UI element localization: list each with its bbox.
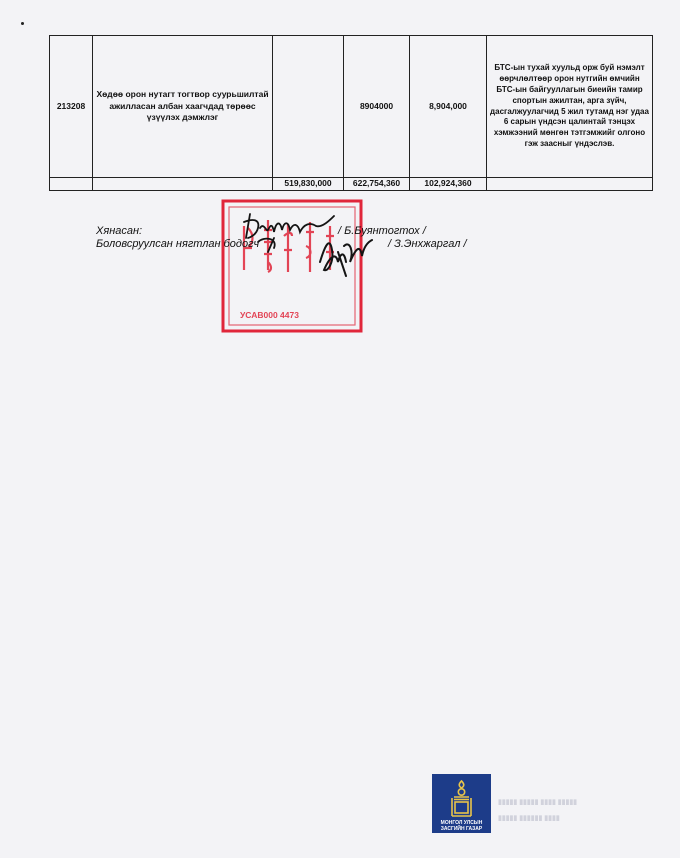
stamp-text: УСАВ000 4473 (240, 310, 299, 320)
total-col5: 102,924,360 (410, 178, 487, 191)
total-col2 (93, 178, 273, 191)
watermark-text: ▮▮▮▮▮ ▮▮▮▮▮ ▮▮▮▮ ▮▮▮▮▮ (498, 799, 578, 806)
totals-row (50, 178, 653, 191)
cell-name: Хөдөө орон нутагт тогтвор суурьшилтай ажилласан албан хаагчдад төрөөс үзүүлэх дэмжлэг (93, 36, 273, 178)
watermark-text-2: ▮▮▮▮▮ ▮▮▮▮▮▮ ▮▮▮▮ (498, 815, 560, 822)
budget-table (49, 35, 653, 191)
total-col4: 622,754,360 (344, 178, 410, 191)
reviewed-name: / Б.Буянтогтох / (338, 225, 426, 237)
table-row (50, 36, 653, 178)
reviewed-label: Хянасан: (96, 225, 143, 237)
government-logo (432, 774, 491, 833)
total-col1 (50, 178, 93, 191)
cell-note: БТС-ын тухай хуульд орж буй нэмэлт өөрчлөлтөөр орон нутгийн өмчийн БТС-ын байгууллагын биеийн тамир спортын ажилтан, арга зүйч, дасгалжуулагчид 5 жил тутамд нэг удаа 6 сарын үндсэн цалинтай тэнцэх хэмжээний мөнгөн тэтгэмжийг олгоно гэж заасныг үндэслэв. (487, 36, 653, 178)
total-col6 (487, 178, 653, 191)
soyombo-emblem-icon (432, 774, 491, 820)
cell-col5: 8,904,000 (410, 36, 487, 178)
cell-col3 (273, 36, 344, 178)
total-col3: 519,830,000 (273, 178, 344, 191)
cell-code: 213208 (50, 36, 93, 178)
prepared-name: / З.Энхжаргал / (388, 238, 467, 250)
logo-line-1: МОНГОЛ УЛСЫН (440, 820, 483, 826)
logo-line-2: ЗАСГИЙН ГАЗАР (440, 826, 483, 832)
cell-col4: 8904000 (344, 36, 410, 178)
speck-mark (21, 22, 24, 25)
accountant-signature (316, 232, 376, 278)
prepared-label: Боловсруулсан нягтлан бодогч (96, 238, 260, 250)
